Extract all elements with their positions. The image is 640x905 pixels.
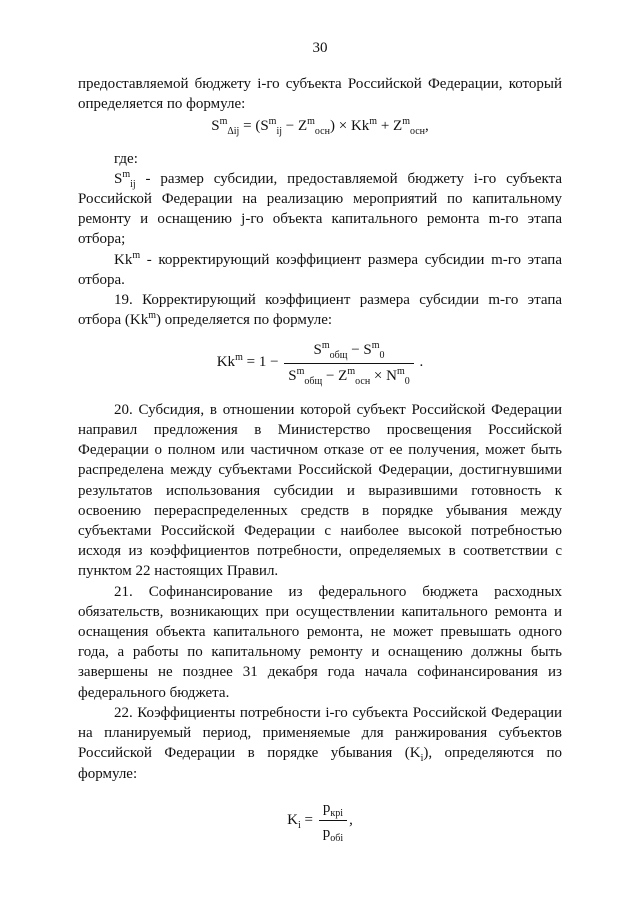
paragraph-19: 19. Корректирующий коэффициент размера субсидии m-го этапа отбора (Kk$^m$) определяется по формуле: [78, 292, 562, 329]
paragraph-22: 22. Коэффициенты потребности i-го субъекта Российской Федерации на планируемый период, применяемые для ранжирования субъектов Российской Федерации в порядке убывания $(K_i)$, определяются по формуле: [78, 704, 562, 782]
page-number: 30 [312, 40, 328, 56]
paragraph-intro: предоставляемой бюджету i-го субъекта Российской Федерации, который определяется по формуле: [78, 76, 562, 113]
fraction-numerator: $p_{крi}$ [319, 798, 347, 821]
fraction-numerator: $S^m_{общ} - S^m_0$ [284, 340, 413, 363]
document-body [78, 74, 562, 849]
formula-correction-coefficient: Kk$^m$ = 1 − $\frac{S^m_{общ} - S^m_0}{S^m_{общ} - Z^m_{осн} \times N^m_0}$ . [216, 340, 424, 387]
formula-subsidy: $S^m_{\Delta ij} = (S^m_{ij} - Z^m_{осн}) \times Kk^m + Z^m_{осн}$, [211, 116, 429, 138]
fraction-denominator: $S^m_{общ} - Z^m_{осн} \times N^m_0$ [288, 365, 410, 387]
definition-correction-coefficient: Kk$^m$ - корректирующий коэффициент размера субсидии m-го этапа отбора. [78, 249, 562, 288]
paragraph-21: 21. Софинансирование из федерального бюджета расходных обязательств, возникающих при осуществлении капитального ремонта и оснащения объекта капитального ремонта, не может превышать одного года, а работы по капитальному ремонту и оснащению должны быть завершены не позднее 31 декабря года начала софинансирования из федерального бюджета. [78, 583, 562, 701]
formula-need-coefficient: $K_i$ = $\frac{p_{крi}}{p_{обi}}$ , [287, 799, 353, 844]
paragraph-where: где: [114, 150, 138, 167]
definition-subsidy-size: $S^m_{ij}$ - размер субсидии, предоставляемой бюджету i-го субъекта Российской Федерации на реализацию мероприятий по капитальному ремонту и оснащению j-го объекта капитального ремонта m-го этапа отбора; [78, 168, 562, 248]
fraction [284, 340, 413, 385]
fraction-denominator: $p_{обi}$ [322, 824, 344, 844]
fraction [319, 798, 347, 843]
paragraph-20: 20. Субсидия, в отношении которой субъект Российской Федерации направил предложения в Министерство просвещения Российской Федерации о полном или частичном отказе от ее получения, может быть распределена между субъектами Российской Федерации, достигнувшими результатов использования субсидии и выразившими готовность к освоению перераспределенных средств в порядке убывания между субъектами Российской Федерации с наиболее высокой потребностью исходя из коэффициентов потребности, определяемых в соответствии с пунктом 22 настоящих Правил. [78, 401, 562, 580]
